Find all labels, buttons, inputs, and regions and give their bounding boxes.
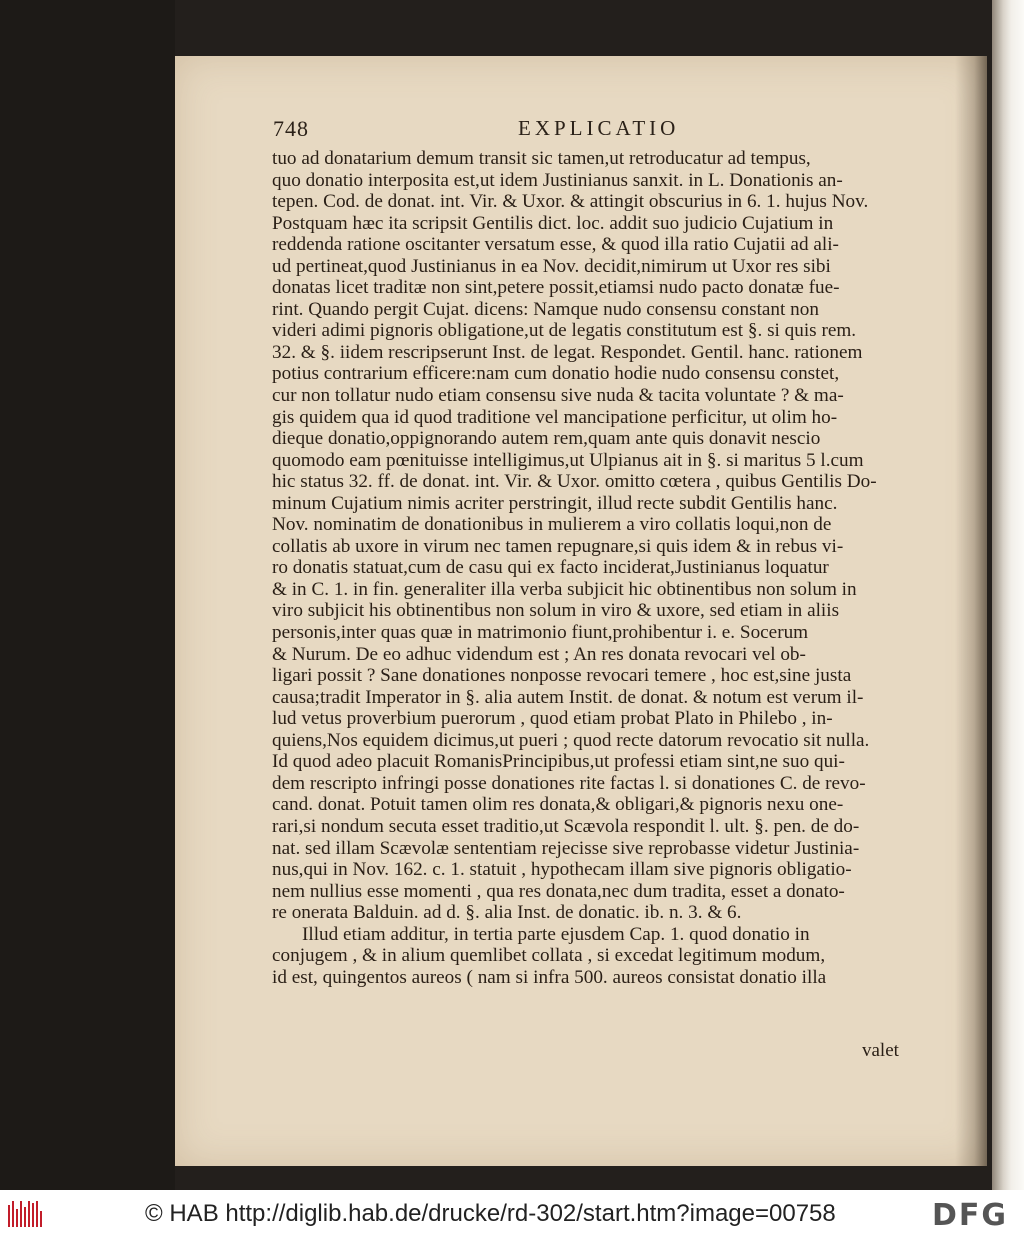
text-line: 32. & §. iidem rescripserunt Inst. de legat. Respondet. Gentil. hanc. rationem <box>272 341 863 363</box>
text-line: ro donatis statuat,cum de casu qui ex facto inciderat,Justinianus loquatur <box>272 557 829 579</box>
text-line: lud vetus proverbium puerorum , quod etiam probat Plato in Philebo , in- <box>272 708 833 730</box>
text-line: rint. Quando pergit Cujat. dicens: Namque nudo consensu constant non <box>272 298 819 320</box>
footer-bar <box>0 1190 1024 1238</box>
text-line: quiens,Nos equidem dicimus,ut pueri ; quod recte datorum revocatio sit nulla. <box>272 729 870 751</box>
text-line: donatas licet traditæ non sint,petere possit,etiamsi nudo pacto donatæ fue- <box>272 277 840 299</box>
text-line: viro subjicit his obtinentibus non solum in viro & uxore, sed etiam in aliis <box>272 600 840 622</box>
text-line: quo donatio interposita est,ut idem Justinianus sanxit. in L. Donationis an- <box>272 169 843 191</box>
text-line: re onerata Balduin. ad d. §. alia Inst. de donatic. ib. n. 3. & 6. <box>272 902 742 924</box>
text-line: tuo ad donatarium demum transit sic tamen,ut retroducatur ad tempus, <box>272 148 811 169</box>
text-line: dem rescripto infringi posse donationes rite factas l. si donationes C. de revo- <box>272 772 866 794</box>
text-line: & in C. 1. in fin. generaliter illa verba subjicit hic obtinentibus non solum in <box>272 578 857 600</box>
text-line: hic status 32. ff. de donat. int. Vir. & Uxor. omitto cœtera , quibus Gentilis Do- <box>272 471 877 493</box>
text-line: nus,qui in Nov. 162. c. 1. statuit , hypothecam illam sive pignoris obligatio- <box>272 859 852 881</box>
text-line: gis quidem qua id quod traditione vel mancipatione perficitur, ut olim ho- <box>272 406 838 428</box>
text-line: nem nullius esse momenti , qua res donata,nec dum tradita, esset a donato- <box>272 880 845 902</box>
text-line: cur non tollatur nudo etiam consensu sive nuda & tacita voluntate ? & ma- <box>272 385 844 407</box>
running-title: EXPLICATIO <box>518 116 680 140</box>
text-line: Postquam hæc ita scripsit Gentilis dict. loc. addit suo judicio Cujatium in <box>272 212 834 234</box>
text-line: dieque donatio,oppignorando autem rem,quam ante quis donavit nescio <box>272 428 821 450</box>
page-number: 748 <box>273 116 309 141</box>
text-line: & Nurum. De eo adhuc videndum est ; An res donata revocari vel ob- <box>272 643 806 665</box>
text-line: collatis ab uxore in virum nec tamen repugnare,si quis idem & in rebus vi- <box>272 535 844 557</box>
copyright-link[interactable]: © HAB http://diglib.hab.de/drucke/rd-302/start.htm?image=00758 <box>145 1200 836 1227</box>
text-line: causa;tradit Imperator in §. alia autem Instit. de donat. & notum est verum il- <box>272 686 864 708</box>
dfg-logo: DFG <box>932 1198 1009 1233</box>
text-line: tepen. Cod. de donat. int. Vir. & Uxor. & attingit obscurius in 6. 1. hujus Nov. <box>272 191 869 213</box>
gutter-shadow <box>955 56 987 1166</box>
catchword: valet <box>862 1040 899 1061</box>
text-line: minum Cujatium nimis acriter perstringit, illud recte subdit Gentilis hanc. <box>272 492 838 514</box>
hab-logo-icon <box>8 1201 42 1227</box>
text-line: quomodo eam pœnituisse intelligimus,ut Ulpianus ait in §. si maritus 5 l.cum <box>272 449 864 471</box>
text-line: conjugem , & in alium quemlibet collata , si excedat legitimum modum, <box>272 945 826 967</box>
text-line: videri adimi pignoris obligatione,ut de legatis constitutum est §. si quis rem. <box>272 320 857 342</box>
text-line: cand. donat. Potuit tamen olim res donata,& obligari,& pignoris nexu one- <box>272 794 844 816</box>
text-line: ud pertineat,quod Justinianus in ea Nov. decidit,nimirum ut Uxor res sibi <box>272 255 831 277</box>
page-header <box>273 116 913 146</box>
text-line: reddenda ratione oscitanter versatum esse, & quod illa ratio Cujatii ad ali- <box>272 234 839 256</box>
text-line: Nov. nominatim de donationibus in mulierem a viro collatis loqui,non de <box>272 514 832 536</box>
text-line: personis,inter quas quæ in matrimonio fiunt,prohibentur i. e. Socerum <box>272 622 809 644</box>
text-line: potius contrarium efficere:nam cum donatio hodie nudo consensu constet, <box>272 363 840 385</box>
body-text <box>272 148 920 988</box>
text-line: ligari possit ? Sane donationes nonposse revocari temere , hoc est,sine justa <box>272 665 852 687</box>
text-line: Id quod adeo placuit RomanisPrincipibus,ut professi etiam sint,ne suo qui- <box>272 751 845 773</box>
text-line: id est, quingentos aureos ( nam si infra 500. aureos consistat donatio illa <box>272 966 827 988</box>
background-left <box>0 0 175 1190</box>
text-line: Illud etiam additur, in tertia parte ejusdem Cap. 1. quod donatio in <box>302 923 810 945</box>
adjacent-page-edge <box>992 0 1024 1190</box>
text-line: nat. sed illam Scævolæ sententiam rejecisse sive reprobasse videtur Justinia- <box>272 837 860 859</box>
text-line: rari,si nondum secuta esset traditio,ut Scævola respondit l. ult. §. pen. de do- <box>272 815 860 837</box>
